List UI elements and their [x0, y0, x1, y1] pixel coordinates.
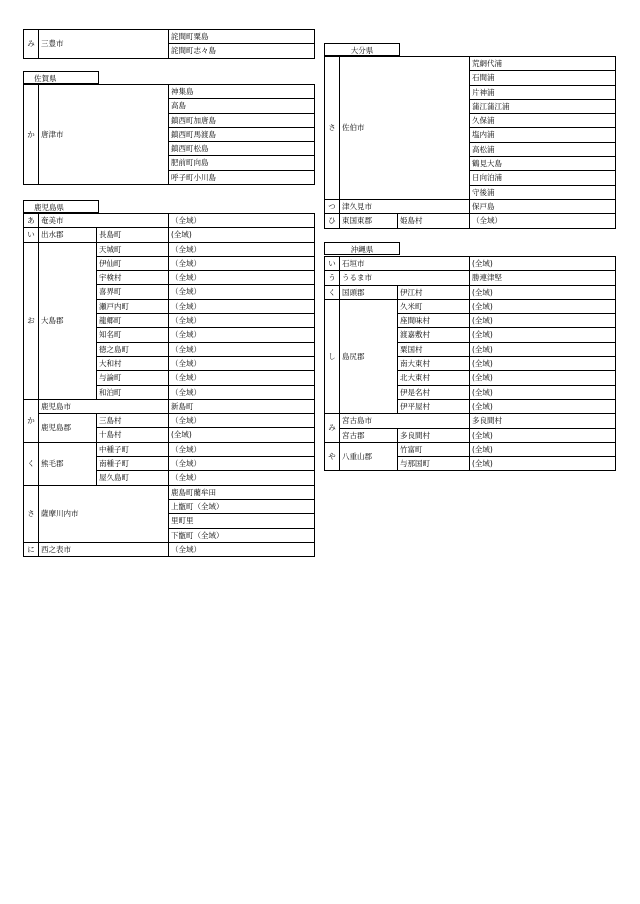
area-cell: (全域) — [470, 314, 616, 328]
kana-label: や — [325, 442, 340, 471]
town-name: 与那国町 — [398, 457, 470, 471]
town-name: 南種子町 — [97, 457, 169, 471]
city-name: 唐津市 — [39, 85, 169, 185]
city-name: 奄美市 — [39, 214, 169, 228]
area-cell: 下甑町（全域） — [169, 528, 315, 542]
city-name: 石垣市 — [340, 257, 470, 271]
gun-name: 出水郡 — [39, 228, 97, 242]
area-cell: （全域） — [169, 242, 315, 256]
kana-label: に — [24, 542, 39, 556]
town-name: 三島村 — [97, 414, 169, 428]
town-name: 座間味村 — [398, 314, 470, 328]
table-mitoyo — [23, 29, 315, 59]
town-name: 長島町 — [97, 228, 169, 242]
area-cell: （全域） — [169, 314, 315, 328]
area-cell: 詫間町粟島 — [169, 30, 315, 44]
area-cell: (全域) — [470, 371, 616, 385]
area-cell: （全域） — [169, 356, 315, 370]
kana-label: さ — [24, 485, 39, 542]
city-name: 三豊市 — [39, 30, 169, 59]
area-cell: （全域） — [169, 471, 315, 485]
town-name: 伊平屋村 — [398, 399, 470, 413]
town-name: 久米町 — [398, 299, 470, 313]
town-name: 竹富町 — [398, 442, 470, 456]
town-name: 徳之島町 — [97, 342, 169, 356]
gun-name: 大島郡 — [39, 242, 97, 399]
kana-label: か — [24, 85, 39, 185]
kana-label: か — [24, 399, 39, 442]
kana-label: し — [325, 299, 340, 413]
kana-label: み — [24, 30, 39, 59]
kana-label: ひ — [325, 214, 340, 228]
city-name: 薩摩川内市 — [39, 485, 169, 542]
kana-label: う — [325, 271, 340, 285]
area-cell: （全域） — [169, 271, 315, 285]
town-name: 多良間村 — [398, 428, 470, 442]
area-cell: 上甑町（全域） — [169, 499, 315, 513]
section-title-saga: 佐賀県 — [23, 71, 99, 84]
kana-label: お — [24, 242, 39, 399]
town-name: 中種子町 — [97, 442, 169, 456]
area-cell: 神集島 — [169, 85, 315, 99]
area-cell: （全域） — [169, 442, 315, 456]
area-cell: （全域） — [169, 342, 315, 356]
section-title-okinawa: 沖縄県 — [324, 242, 400, 255]
area-cell: (全域) — [470, 342, 616, 356]
city-name: うるま市 — [340, 271, 470, 285]
area-cell: (全域) — [470, 385, 616, 399]
area-cell: 呼子町小川島 — [169, 170, 315, 184]
area-cell: （全域） — [169, 214, 315, 228]
area-cell: （全域） — [169, 371, 315, 385]
kana-label: い — [325, 257, 340, 271]
town-name: 知名町 — [97, 328, 169, 342]
area-cell: (全域) — [470, 328, 616, 342]
town-name: 与論町 — [97, 371, 169, 385]
area-cell: 蒲江蒲江浦 — [470, 99, 616, 113]
gun-name: 東国東郡 — [340, 214, 398, 228]
area-cell: 片神浦 — [470, 85, 616, 99]
table-okinawa — [324, 256, 616, 471]
area-cell: 鎮西町馬渡島 — [169, 127, 315, 141]
gun-name: 島尻郡 — [340, 299, 398, 413]
kana-label: つ — [325, 199, 340, 213]
section-title-oita: 大分県 — [324, 43, 400, 56]
area-cell: 多良間村 — [470, 414, 616, 428]
area-cell: （全域） — [470, 214, 616, 228]
city-name: 津久見市 — [340, 199, 470, 213]
kana-label: く — [24, 442, 39, 485]
area-cell: 新島町 — [169, 399, 315, 413]
gun-name: 宮古郡 — [340, 428, 398, 442]
kana-label: あ — [24, 214, 39, 228]
town-name: 伊是名村 — [398, 385, 470, 399]
city-name: 西之表市 — [39, 542, 169, 556]
area-cell: （全域） — [169, 542, 315, 556]
area-cell: （全域） — [169, 414, 315, 428]
town-name: 大和村 — [97, 356, 169, 370]
town-name: 伊江村 — [398, 285, 470, 299]
town-name: 龍郷町 — [97, 314, 169, 328]
city-name: 佐伯市 — [340, 57, 470, 200]
gun-name: 熊毛郡 — [39, 442, 97, 485]
kana-label: さ — [325, 57, 340, 200]
table-kagoshima — [23, 213, 315, 557]
gun-name: 八重山郡 — [340, 442, 398, 471]
town-name: 渡嘉敷村 — [398, 328, 470, 342]
area-cell: （全域） — [169, 256, 315, 270]
town-name: 姫島村 — [398, 214, 470, 228]
kana-label: い — [24, 228, 39, 242]
town-name: 宇検村 — [97, 271, 169, 285]
area-cell: 荒網代浦 — [470, 57, 616, 71]
area-cell: 守後浦 — [470, 185, 616, 199]
area-cell: 石間浦 — [470, 71, 616, 85]
area-cell: (全域) — [470, 457, 616, 471]
area-cell: 鎮西町加唐島 — [169, 113, 315, 127]
kana-label: み — [325, 414, 340, 443]
area-cell: （全域） — [169, 285, 315, 299]
town-name: 十島村 — [97, 428, 169, 442]
town-name: 和泊町 — [97, 385, 169, 399]
area-cell: (全域) — [470, 399, 616, 413]
area-cell: (全域) — [470, 285, 616, 299]
town-name: 屋久島町 — [97, 471, 169, 485]
area-cell: 久保浦 — [470, 114, 616, 128]
area-cell: （全域） — [169, 385, 315, 399]
area-cell: （全域） — [169, 457, 315, 471]
area-cell: 塩内浦 — [470, 128, 616, 142]
area-cell: (全域) — [470, 357, 616, 371]
table-saga — [23, 84, 315, 185]
area-cell: (全域) — [470, 257, 616, 271]
area-cell: 高島 — [169, 99, 315, 113]
kana-label: く — [325, 285, 340, 299]
area-cell: 保戸島 — [470, 199, 616, 213]
area-cell: 鹿島町藺牟田 — [169, 485, 315, 499]
town-name: 喜界町 — [97, 285, 169, 299]
town-name: 北大東村 — [398, 371, 470, 385]
gun-name: 鹿児島郡 — [39, 414, 97, 443]
city-name: 宮古島市 — [340, 414, 470, 428]
area-cell: （全域） — [169, 328, 315, 342]
area-cell: (全域) — [169, 228, 315, 242]
area-cell: 勝連津堅 — [470, 271, 616, 285]
area-cell: (全域) — [470, 442, 616, 456]
town-name: 天城町 — [97, 242, 169, 256]
town-name: 南大東村 — [398, 357, 470, 371]
section-title-kagoshima: 鹿児島県 — [23, 200, 99, 213]
area-cell: 鶴見大島 — [470, 157, 616, 171]
town-name: 粟国村 — [398, 342, 470, 356]
area-cell: 高松浦 — [470, 142, 616, 156]
area-cell: 肥前町向島 — [169, 156, 315, 170]
area-cell: (全域) — [169, 428, 315, 442]
town-name: 伊仙町 — [97, 256, 169, 270]
area-cell: 里町里 — [169, 514, 315, 528]
area-cell: 詫間町志々島 — [169, 44, 315, 58]
area-cell: 日向泊浦 — [470, 171, 616, 185]
town-name: 瀬戸内町 — [97, 299, 169, 313]
area-cell: (全域) — [470, 428, 616, 442]
city-name: 鹿児島市 — [39, 399, 169, 413]
table-oita — [324, 56, 616, 229]
area-cell: (全域) — [470, 299, 616, 313]
area-cell: （全域） — [169, 299, 315, 313]
gun-name: 国頭郡 — [340, 285, 398, 299]
area-cell: 鎮西町松島 — [169, 142, 315, 156]
